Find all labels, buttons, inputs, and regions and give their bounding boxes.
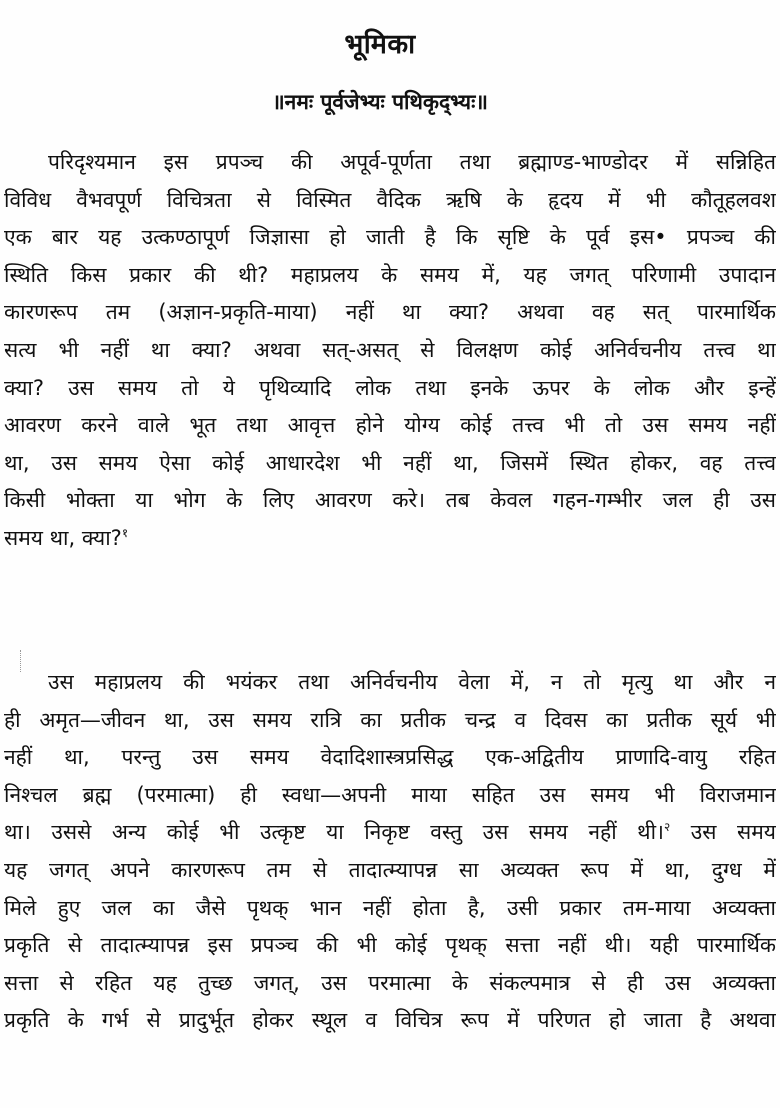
text-line: सत्य भी नहीं था क्या? अथवा सत्-असत् से विलक्षण कोई अनिर्वचनीय तत्त्व था: [4, 337, 776, 362]
text-line: [4, 520, 776, 558]
page-title: भूमिका: [344, 29, 416, 60]
text-line: मिले हुए जल का जैसे पृथक् भान नहीं होता है, उसी प्रकार तम-माया अव्यक्ता: [4, 895, 776, 920]
text-line: प्रकृति के गर्भ से प्रादुर्भूत होकर स्थूल व विचित्र रूप में परिणत हो जाता है अथवा: [4, 1008, 776, 1033]
text-line: निश्चल ब्रह्म (परमात्मा) ही स्वधा—अपनी माया सहित उस समय भी विराजमान: [4, 782, 776, 807]
text-fragment: उस समय: [670, 820, 776, 845]
text-line: परिदृश्यमान इस प्रपञ्च की अपूर्व-पूर्णता तथा ब्रह्माण्ड-भाण्डोदर में सन्निहित: [48, 150, 776, 174]
paragraph-1: [4, 144, 776, 558]
text-line: यह जगत् अपने कारणरूप तम से तादात्म्यापन्न सा अव्यक्त रूप में था, दुग्ध में: [4, 857, 776, 882]
invocation-subtitle: ॥नमः पूर्वजेभ्यः पथिकृद्भ्यः॥: [272, 90, 488, 114]
text-line: आवरण करने वाले भूत तथा आवृत्त होने योग्य कोई तत्त्व भी तो उस समय नहीं: [4, 413, 776, 438]
footnote-ref-2: २: [664, 820, 671, 835]
text-line: उस महाप्रलय की भयंकर तथा अनिर्वचनीय वेला में, न तो मृत्यु था और न: [48, 670, 776, 694]
text-line: क्या? उस समय तो ये पृथिव्यादि लोक तथा इनके ऊपर के लोक और इन्हें: [4, 375, 776, 400]
text-line: नहीं था, परन्तु उस समय वेदादिशास्त्रप्रसिद्ध एक-अद्वितीय प्राणादि-वायु रहित: [4, 745, 776, 770]
text-line: [4, 814, 776, 852]
text-line: विविध वैभवपूर्ण विचित्रता से विस्मित वैदिक ऋषि के हृदय में भी कौतूहलवश: [4, 187, 776, 212]
footnote-ref-1: १: [121, 525, 129, 540]
text-line: सत्ता से रहित यह तुच्छ जगत्, उस परमात्मा के संकल्पमात्र से ही उस अव्यक्ता: [4, 970, 776, 995]
text-line: था, उस समय ऐसा कोई आधारदेश भी नहीं था, जिसमें स्थित होकर, वह तत्त्व: [4, 450, 776, 475]
text-fragment: समय था, क्या?: [4, 525, 122, 550]
text-line: प्रकृति से तादात्म्यापन्न इस प्रपञ्च की भी कोई पृथक् सत्ता नहीं थी। यही पारमार्थिक: [4, 933, 776, 958]
paragraph-2: [4, 664, 776, 1040]
text-fragment: था। उससे अन्य कोई भी उत्कृष्ट या निकृष्ट वस्तु उस समय नहीं थी।: [4, 820, 664, 845]
text-line: कारणरूप तम (अज्ञान-प्रकृति-माया) नहीं था क्या? अथवा वह सत् पारमार्थिक: [4, 300, 776, 325]
text-line: ही अमृत—जीवन था, उस समय रात्रि का प्रतीक चन्द्र व दिवस का प्रतीक सूर्य भी: [4, 707, 776, 732]
text-line: एक बार यह उत्कण्ठापूर्ण जिज्ञासा हो जाती है कि सृष्टि के पूर्व इस• प्रपञ्च की: [4, 225, 776, 250]
text-line: स्थिति किस प्रकार की थी? महाप्रलय के समय में, यह जगत् परिणामी उपादान: [4, 262, 776, 287]
text-line: किसी भोक्ता या भोग के लिए आवरण करे। तब केवल गहन-गम्भीर जल ही उस: [4, 488, 776, 513]
